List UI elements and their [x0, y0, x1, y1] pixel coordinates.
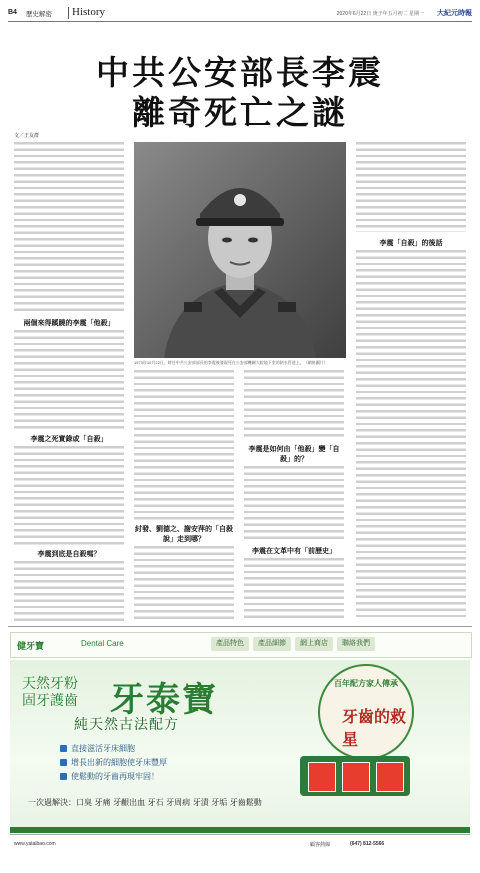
- ad-nav-shop[interactable]: 網上商店: [295, 637, 333, 651]
- footer-hotline-label: 顧客熱線: [310, 842, 331, 848]
- ad-brand: 牙泰寶: [110, 680, 218, 720]
- bullet-icon: [60, 745, 67, 752]
- ad-badge-main: 牙齒的救星: [342, 707, 407, 749]
- subhead-2: 李震之死實錄或「自殺」: [30, 435, 108, 443]
- newspaper-logo: 大紀元時報: [437, 10, 472, 17]
- page-header: [8, 7, 472, 22]
- ad-badge-top: 百年配方家人傳承: [334, 678, 398, 688]
- subhead-3: 李震到底是自殺嗎？: [37, 550, 101, 558]
- ad-nav-details[interactable]: 產品細節: [253, 637, 291, 651]
- article-text-col1-c: [14, 561, 124, 621]
- subhead-4: 紂發、劉德之、謝安萍的「自殺說」走到哪？: [135, 525, 233, 543]
- ad-bullet-2: 增長出新的細胞使牙床豐厚: [60, 756, 167, 770]
- headline-line-1: 中共公安部長李震: [96, 53, 384, 92]
- ad-slogan-line1: 天然牙粉: [22, 676, 78, 692]
- article-text-col2: [134, 370, 234, 520]
- ad-nav-contact[interactable]: 聯絡我們: [337, 637, 375, 651]
- category-label: History: [72, 6, 105, 18]
- ad-badge: [318, 664, 414, 760]
- article-text-col3: [244, 370, 344, 440]
- article-text-col3-b: [244, 466, 344, 542]
- footer-site[interactable]: www.yataibao.com: [14, 841, 56, 847]
- byline: 文／王友群: [14, 133, 40, 139]
- ad-footer: [10, 834, 470, 869]
- subhead-5: 李震是如何由「他殺」變「自殺」的？: [248, 445, 340, 463]
- portrait-photo: [134, 142, 346, 358]
- ad-company-en: Dental Care: [81, 639, 124, 648]
- headline-line-2: 離奇死亡之謎: [132, 93, 348, 132]
- subhead-1: 兩個來得蹊蹺的李震「他殺」: [23, 319, 115, 327]
- issue-date: 2020年6月22日 庚子年五月初二 星期一: [336, 11, 424, 17]
- ad-slogan: [22, 676, 78, 710]
- bullet-icon: [60, 759, 67, 766]
- article-text-col1-b: [14, 446, 124, 546]
- ad-slogan-line2: 固牙護齒: [22, 693, 78, 709]
- footer-hotline[interactable]: (647) 812-5566: [350, 841, 385, 847]
- ad-bullet-3: 使鬆動的牙齒再現牢固！: [60, 770, 167, 784]
- bullet-icon: [60, 773, 67, 780]
- article-text-col2-b: [134, 546, 234, 620]
- ad-solve-line: 一次過解決：口臭 牙痛 牙齦出血 牙石 牙周病 牙漬 牙垢 牙齒鬆動: [28, 798, 262, 807]
- article-text-col3-c: [244, 558, 344, 620]
- article-text-col1-mid: [14, 330, 124, 430]
- section-name: 歷史解密: [26, 11, 52, 18]
- article-text-col1-top: [14, 142, 124, 314]
- ad-bullet-1: 直接滋活牙床細胞: [60, 742, 167, 756]
- ad-banner: [10, 632, 472, 658]
- ad-company-name: 健牙寶: [17, 641, 45, 651]
- article-text-col4: [356, 142, 466, 232]
- subhead-7: 李震「自殺」的後話: [379, 239, 443, 247]
- subhead-6: 李震在文革中有「前歷史」: [252, 547, 336, 555]
- ad-bullets: [60, 742, 167, 784]
- photo-caption: 1973年10月22日，時任中共公安部部長的李震被發現死在公安部機關大院地下室的熱水管道上。（網絡圖片）: [134, 360, 328, 365]
- page-number: B4: [8, 9, 17, 16]
- ad-nav-features[interactable]: 產品特色: [211, 637, 249, 651]
- article-text-col4-b: [356, 250, 466, 620]
- product-boxes-image: [300, 756, 410, 796]
- ad-subtitle: 純天然古法配方: [74, 717, 179, 733]
